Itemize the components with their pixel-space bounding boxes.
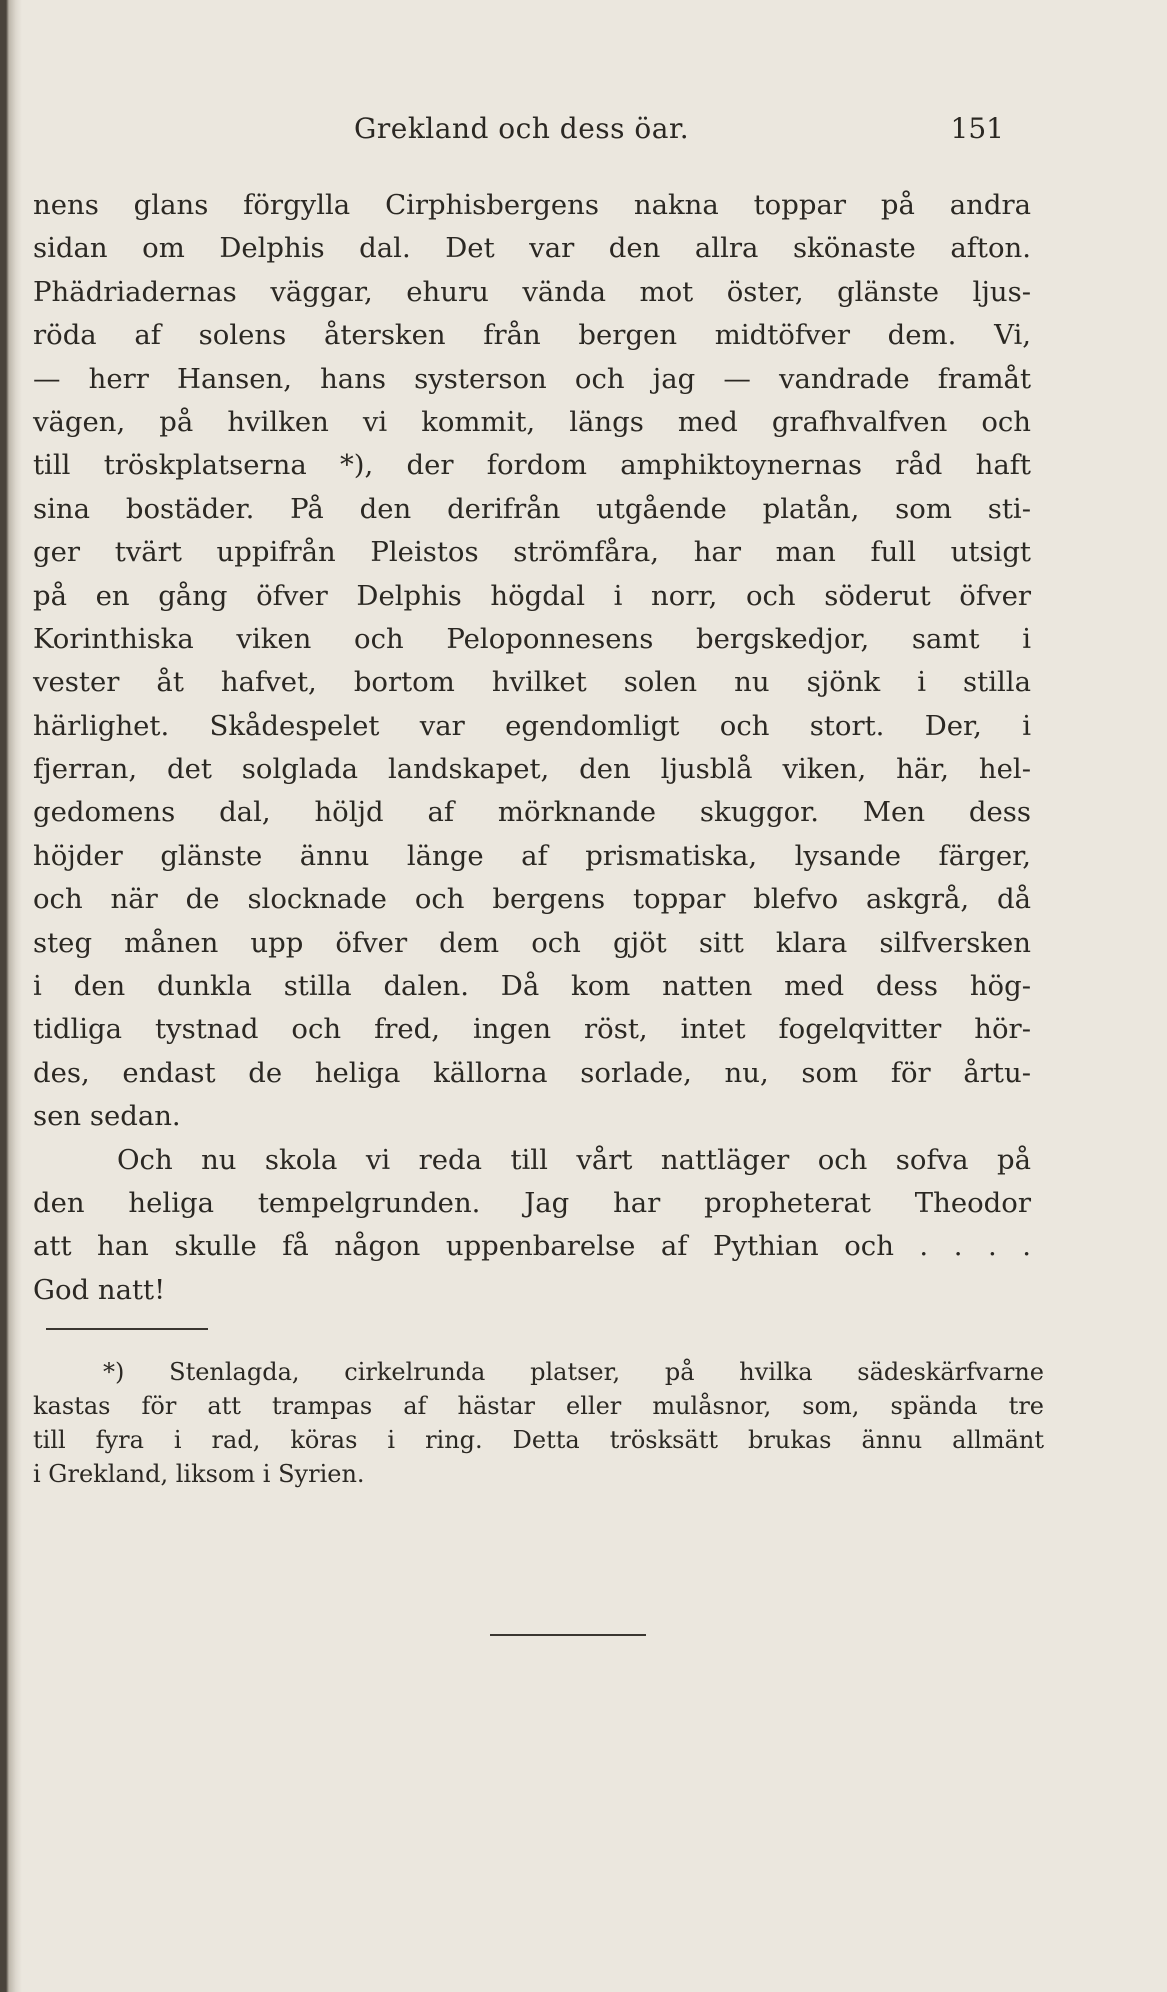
- text-line: och när de slocknade och bergens toppar blefvo askgrå, då: [33, 883, 1031, 916]
- text-line: härlighet. Skådespelet var egendomligt och stort. Der, i: [33, 709, 1031, 742]
- text-line: fjerran, det solglada landskapet, den ljusblå viken, här, hel-: [33, 753, 1031, 786]
- text-line: höjder glänste ännu länge af prismatiska, lysande färger,: [33, 839, 1031, 872]
- text-line: gedomens dal, höljd af mörknande skuggor. Men dess: [33, 796, 1031, 829]
- text-line: att han skulle få någon uppenbarelse af Pythian och . . . .: [33, 1230, 1031, 1263]
- footnote-line: i Grekland, liksom i Syrien.: [33, 1460, 365, 1488]
- text-line: nens glans förgylla Cirphisbergens nakna toppar på andra: [33, 189, 1031, 221]
- text-line: vägen, på hvilken vi kommit, längs med grafhvalfven och: [33, 405, 1031, 438]
- text-line: sina bostäder. På den derifrån utgående platån, som sti-: [33, 492, 1031, 525]
- text-line: God natt!: [33, 1273, 166, 1306]
- text-line: Och nu skola vi reda till vårt nattläger och sofva på: [117, 1143, 1031, 1176]
- footnote-line: *) Stenlagda, cirkelrunda platser, på hvilka sädeskärfvarne: [103, 1358, 1044, 1386]
- footnote-line: till fyra i rad, köras i ring. Detta trösksätt brukas ännu allmänt: [33, 1426, 1044, 1454]
- text-line: sen sedan.: [33, 1100, 181, 1133]
- footnote-separator: [46, 1328, 208, 1330]
- page-number: 151: [950, 112, 1004, 145]
- text-line: den heliga tempelgrunden. Jag har propheterat Theodor: [33, 1186, 1031, 1219]
- footnote: [33, 1355, 1044, 1491]
- text-line: des, endast de heliga källorna sorlade, nu, som för årtu-: [33, 1056, 1031, 1089]
- text-line: i den dunkla stilla dalen. Då kom natten med dess hög-: [33, 970, 1031, 1003]
- footnote-line: kastas för att trampas af hästar eller mulåsnor, som, spända tre: [33, 1392, 1044, 1420]
- text-line: sidan om Delphis dal. Det var den allra skönaste afton.: [33, 232, 1031, 265]
- text-line: steg månen upp öfver dem och gjöt sitt klara silfversken: [33, 926, 1031, 959]
- running-header: [354, 112, 1004, 152]
- body-text: [33, 184, 1031, 1312]
- text-line: Korinthiska viken och Peloponnesens bergskedjor, samt i: [33, 622, 1031, 655]
- text-line: till tröskplatserna *), der fordom amphiktoynernas råd haft: [33, 449, 1031, 482]
- text-line: ger tvärt uppifrån Pleistos strömfåra, har man full utsigt: [33, 536, 1031, 569]
- text-line: tidliga tystnad och fred, ingen röst, intet fogelqvitter hör-: [33, 1013, 1031, 1046]
- text-line: på en gång öfver Delphis högdal i norr, och söderut öfver: [33, 579, 1031, 612]
- text-line: röda af solens återsken från bergen midtöfver dem. Vi,: [33, 319, 1031, 352]
- running-title: Grekland och dess öar.: [354, 112, 690, 145]
- section-end-rule: [490, 1634, 646, 1636]
- text-line: Phädriadernas väggar, ehuru vända mot öster, glänste ljus-: [33, 275, 1031, 308]
- page-gutter: [0, 0, 22, 1992]
- text-line: vester åt hafvet, bortom hvilket solen nu sjönk i stilla: [33, 666, 1031, 699]
- text-line: — herr Hansen, hans systerson och jag — vandrade framåt: [33, 362, 1031, 395]
